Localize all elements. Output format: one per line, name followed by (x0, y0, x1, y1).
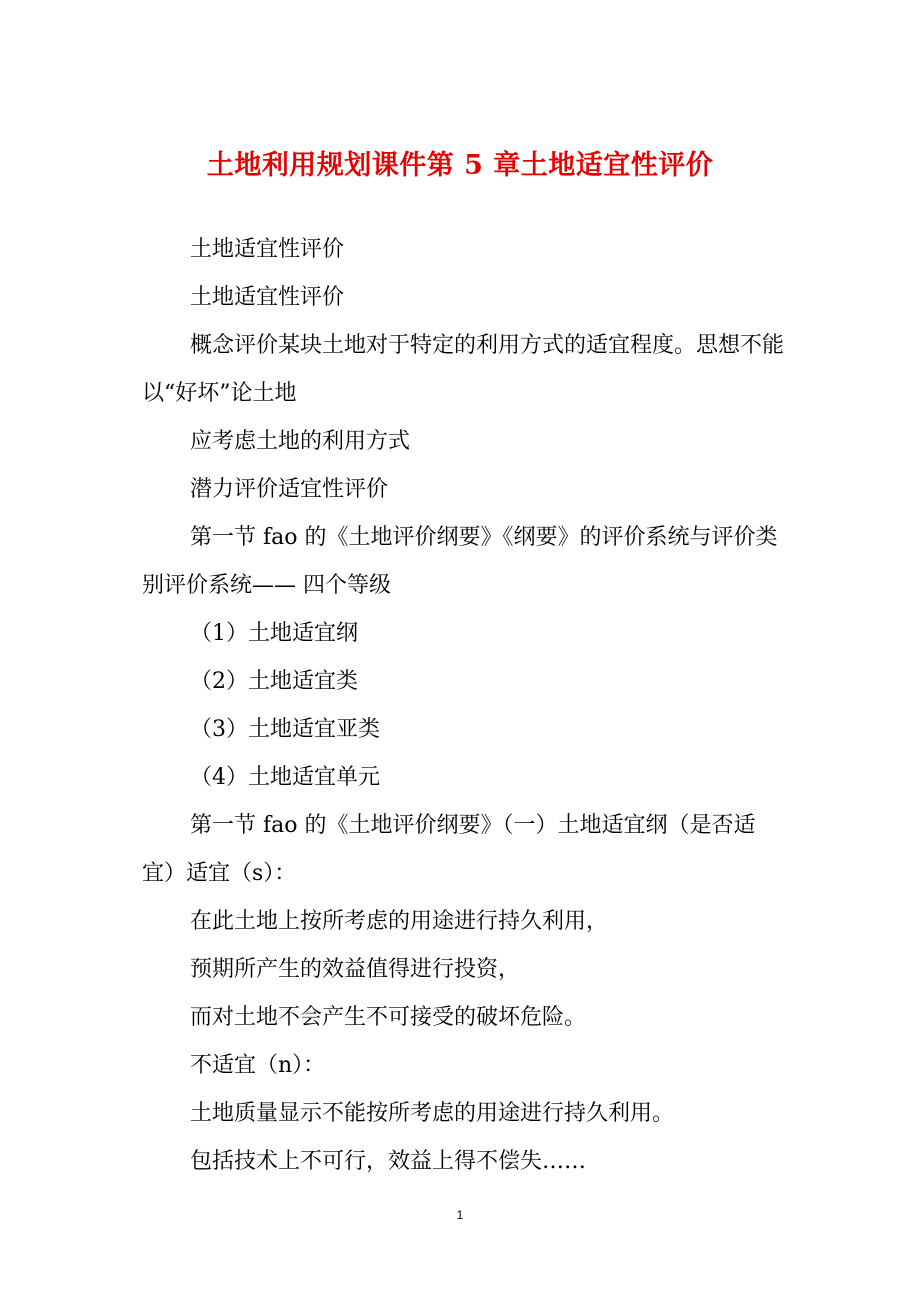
paragraph: 不适宜（n）： (190, 1053, 326, 1078)
paragraph: 土地适宜性评价 (190, 285, 345, 310)
list-item: （1）土地适宜纲 (190, 621, 358, 646)
paragraph: 概念评价某块土地对于特定的利用方式的适宜程度。思想不能以“好坏”论土地 (142, 333, 785, 406)
list-item: （2）土地适宜类 (190, 669, 358, 694)
document-title: 土地利用规划课件第 5 章土地适宜性评价 (206, 150, 714, 181)
paragraph: 在此土地上按所考虑的用途进行持久利用， (190, 909, 609, 934)
list-item: （3）土地适宜亚类 (190, 717, 380, 742)
list-item: （4）土地适宜单元 (190, 765, 380, 790)
paragraph: 土地质量显示不能按所考虑的用途进行持久利用。 (190, 1101, 675, 1126)
paragraph: 包括技术上不可行，效益上得不偿失…… (190, 1149, 587, 1174)
paragraph: 预期所产生的效益值得进行投资， (190, 957, 521, 982)
page-number: 1 (456, 1208, 464, 1222)
paragraph: 而对土地不会产生不可接受的破坏危险。 (190, 1005, 587, 1030)
paragraph: 应考虑土地的利用方式 (190, 429, 411, 454)
paragraph: 土地适宜性评价 (190, 237, 345, 262)
paragraph: 潜力评价适宜性评价 (190, 477, 389, 502)
paragraph: 第一节 fao 的《土地评价纲要》《纲要》的评价系统与评价类别评价系统—— 四个等级 (142, 525, 778, 598)
paragraph: 第一节 fao 的《土地评价纲要》（一）土地适宜纲（是否适宜）适宜（s）： (142, 813, 756, 886)
document-body (142, 226, 784, 1186)
